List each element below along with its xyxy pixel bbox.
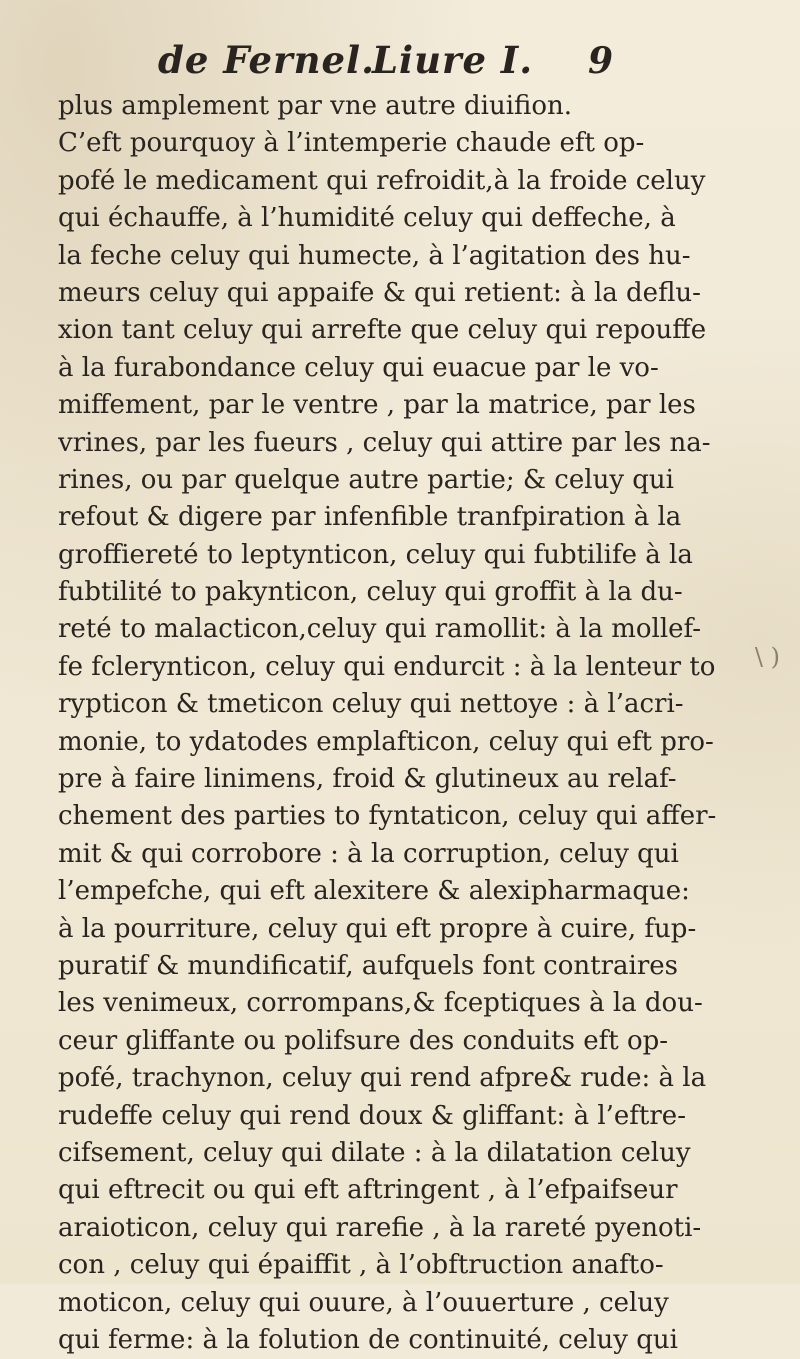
text-line: groffiereté to leptynticon, celuy qui fubtilife à la (58, 539, 693, 570)
text-line: la feche celuy qui humecte, à l’agitation des hu- (58, 240, 691, 271)
text-line: monie, to ydatodes emplafticon, celuy qui eft pro- (58, 726, 714, 757)
text-line: qui échauffe, à l’humidité celuy qui deffeche, à (58, 203, 676, 234)
running-head-author: de Fernel. (158, 38, 375, 82)
text-line: xion tant celuy qui arrefte que celuy qui repouffe (58, 315, 707, 346)
text-line: l’empefche, qui eft alexitere & alexipharmaque: (58, 876, 690, 907)
text-line: C’eft pourquoy à l’intemperie chaude eft op- (58, 128, 645, 159)
text-line: à la furabondance celuy qui euacue par le vo- (58, 352, 659, 383)
text-line: meurs celuy qui appaife & qui retient: à la deflu- (58, 277, 701, 308)
margin-marks: \ ) (754, 643, 780, 671)
text-line: moticon, celuy qui ouure, à l’ouuerture , celuy (58, 1287, 669, 1318)
text-line: pofé, trachynon, celuy qui rend afpre& rude: à la (58, 1063, 707, 1094)
text-line: fubtilité to pakynticon, celuy qui groffit à la du- (58, 577, 683, 608)
text-line: qui eftrecit ou qui eft aftringent , à l’efpaifseur (58, 1175, 678, 1206)
text-line: rypticon & tmeticon celuy qui nettoye : à l’acri- (58, 689, 684, 720)
text-line: chement des parties to fyntaticon, celuy qui affer- (58, 801, 717, 832)
text-line: rudeffe celuy qui rend doux & gliffant: à l’eftre- (58, 1100, 686, 1131)
text-line: rines, ou par quelque autre partie; & celuy qui (58, 464, 674, 495)
text-line: à la pourriture, celuy qui eft propre à cuire, fup- (58, 913, 697, 944)
running-head (0, 38, 800, 90)
text-line: ceur gliffante ou polifsure des conduits eft op- (58, 1025, 669, 1056)
text-line: pre à faire linimens, froid & glutineux au relaf- (58, 764, 677, 795)
text-line: fe fclerynticon, celuy qui endurcit : à la lenteur to (58, 651, 716, 682)
text-line: puratif & mundificatif, aufquels font contraires (58, 950, 678, 981)
text-line: plus amplement par vne autre diuifion. (58, 91, 573, 121)
text-line: con , celuy qui épaiffit , à l’obftruction anafto- (58, 1250, 664, 1281)
page-number: 9 (588, 40, 614, 82)
text-line: vrines, par les fueurs , celuy qui attire par les na- (58, 427, 711, 458)
text-line: qui ferme: à la folution de continuité, celuy qui (58, 1324, 678, 1355)
body-text (58, 88, 748, 1359)
text-line: cifsement, celuy qui dilate : à la dilatation celuy (58, 1137, 691, 1168)
running-head-book: Liure I. (372, 38, 534, 82)
text-line: araioticon, celuy qui rarefie , à la rareté pyenoti- (58, 1212, 702, 1243)
text-line: les venimeux, corrompans,& fceptiques à la dou- (58, 988, 703, 1019)
text-line: reté to malacticon,celuy qui ramollit: à la mollef- (58, 614, 702, 645)
text-line: miffement, par le ventre , par la matrice, par les (58, 390, 696, 421)
text-line: mit & qui corrobore : à la corruption, celuy qui (58, 838, 679, 869)
text-line: pofé le medicament qui refroidit,à la froide celuy (58, 165, 706, 196)
text-line: refout & digere par infenfible tranfpiration à la (58, 502, 682, 533)
